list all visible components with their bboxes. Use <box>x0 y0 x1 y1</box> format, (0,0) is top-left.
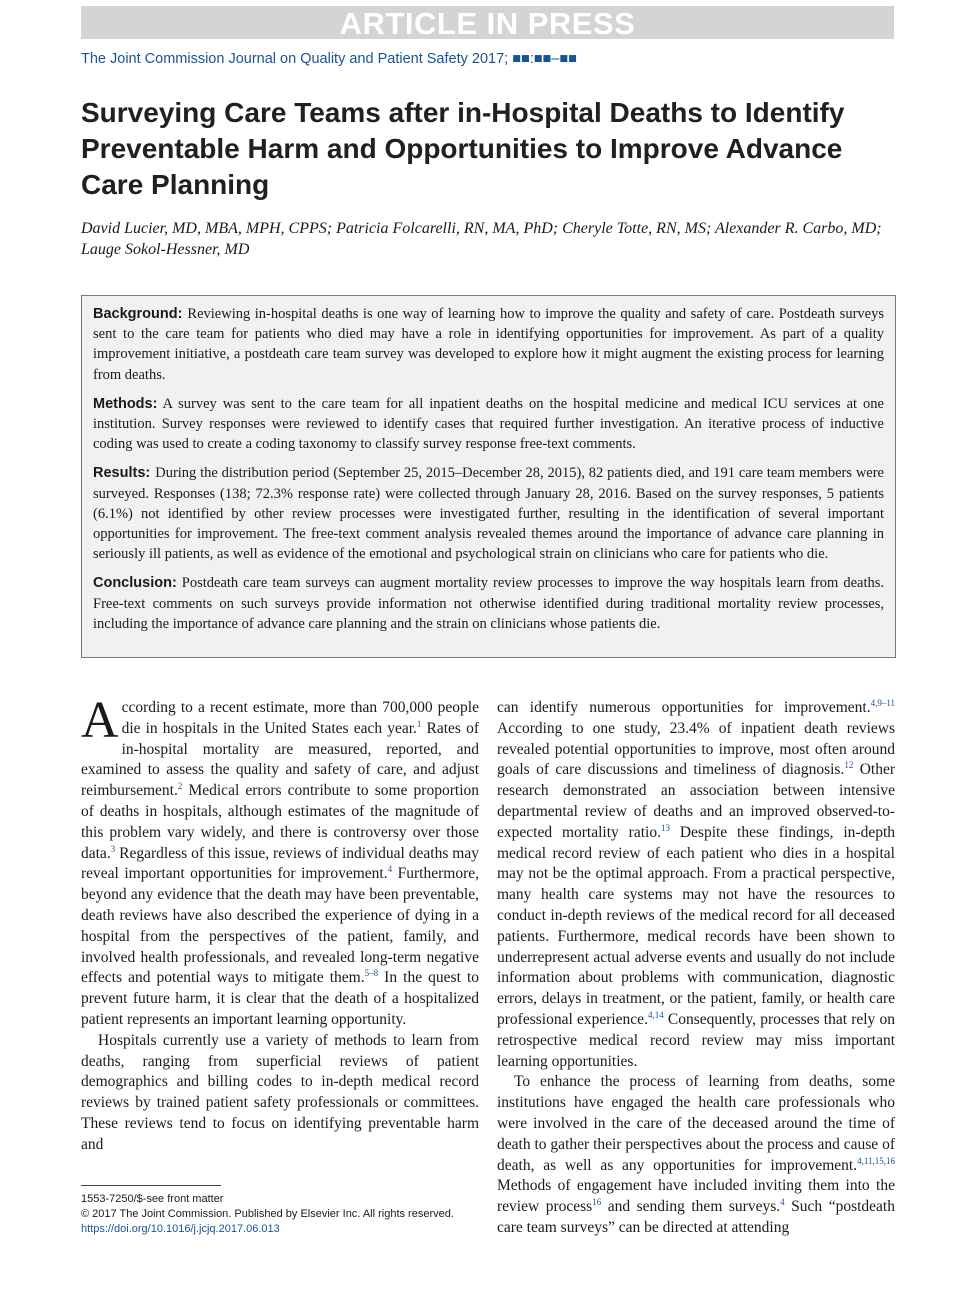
body-text: In the quest to prevent future harm, it is clear that the death of a hospitalized patient represents an important learning opportunity. <box>81 969 479 1028</box>
body-text: Such “postdeath care team surveys” can be directed at attending <box>497 1198 895 1236</box>
body-paragraph <box>81 692 479 1031</box>
citation-link[interactable]: 12 <box>844 760 854 771</box>
body-text: Furthermore, beyond any evidence that the death may have been preventable, death reviews have also described the experience of dying in a hospital from the perspectives of the patient, family, and involved health professionals, and revealed long-term negative effects and potential ways to mitigate them. <box>81 865 479 987</box>
citation-link[interactable]: 1 <box>416 718 422 729</box>
body-text: According to one study, 23.4% of inpatient death reviews revealed potential opportunities to improve, most often around goals of care discussions and timeliness of diagnosis. <box>497 719 895 779</box>
citation-link[interactable]: 5–8 <box>364 968 379 979</box>
citation-link[interactable]: 4 <box>387 864 393 875</box>
body-text: Regardless of this issue, reviews of individual deaths may reveal important opportunities for improvement. <box>81 844 479 883</box>
journal-citation-link[interactable]: The Joint Commission Journal on Quality and Patient Safety 2017; ■■:■■–■■ <box>81 51 577 67</box>
citation-link[interactable]: 4,9–11 <box>870 697 895 708</box>
body-text: Consequently, processes that rely on retrospective medical record review may miss important learning opportunities. <box>497 1010 895 1070</box>
abstract-background-heading: Background: <box>93 306 183 322</box>
citation-link[interactable]: 4 <box>780 1196 785 1207</box>
body-text: Methods of engagement have included inviting them into the review process <box>497 1177 895 1216</box>
abstract-methods <box>93 394 884 455</box>
body-text: Medical errors contribute to some proportion of deaths in hospitals, although estimates of the magnitude of this problem vary widely, and there is controversy over those data. <box>81 782 479 862</box>
footer-divider <box>81 1185 221 1186</box>
abstract-background <box>93 304 884 385</box>
abstract-results-heading: Results: <box>93 465 151 482</box>
issn-line: 1553-7250/$-see front matter <box>81 1193 224 1205</box>
body-text: Other research demonstrated an association between intensive departmental review of deaths and an improved observed-to-expected mortality ratio. <box>497 761 895 841</box>
body-text: and sending them surveys. <box>601 1198 781 1216</box>
copyright-line: © 2017 The Joint Commission. Published by Elsevier Inc. All rights reserved. <box>81 1208 454 1220</box>
citation-link[interactable]: 3 <box>110 843 116 854</box>
abstract-conclusion <box>93 573 884 634</box>
article-in-press-banner <box>81 6 894 39</box>
footer <box>81 1192 501 1237</box>
citation-link[interactable]: 16 <box>592 1196 602 1207</box>
body-paragraph <box>497 698 895 1072</box>
body-paragraph <box>497 1072 895 1238</box>
body-text: Despite these findings, in-depth medical record review of each patient who dies in a hospital may not be the optimal approach. From a practical perspective, many health care systems may not have the resources to conduct in-depth reviews of the medical record for all deceased patients. Furthermore, medical records have been shown to underrepresent actual adverse events and usually do not include information about problems with communication, diagnostic errors, delays in treatment, or the patient, family, or health care professional experience. <box>497 823 896 1028</box>
citation-link[interactable]: 13 <box>660 822 670 833</box>
author-list: David Lucier, MD, MBA, MPH, CPPS; Patricia Folcarelli, RN, MA, PhD; Cheryle Totte, RN, MS; Alexander R. Carbo, MD; Lauge Sokol-Hessner, MD <box>81 220 882 258</box>
banner-text: ARTICLE IN PRESS <box>339 6 636 41</box>
citation-link[interactable]: 2 <box>177 781 183 792</box>
doi-link[interactable]: https://doi.org/10.1016/j.jcjq.2017.06.013 <box>81 1223 280 1235</box>
article-title: Surveying Care Teams after in-Hospital Deaths to Identify Preventable Harm and Opportunities to Improve Advance Care Planning <box>81 97 845 200</box>
body-text: Rates of in-hospital mortality are measured, reported, and examined to assess the quality and safety of care, and adjust reimbursement. <box>81 719 479 800</box>
body-column-right <box>497 698 895 1239</box>
abstract-results <box>93 463 884 564</box>
abstract-conclusion-text: Postdeath care team surveys can augment mortality review processes to improve the way hospitals learn from deaths. Free-text comments on such surveys provide information not otherwise identified during traditional mortality review processes, including the importance of advance care planning and the strain on clinicians whose patients die. <box>93 575 884 632</box>
abstract-methods-heading: Methods: <box>93 395 158 412</box>
abstract-results-text: During the distribution period (September 25, 2015–December 28, 2015), 82 patients died, and 191 care team members were surveyed. Responses (138; 72.3% response rate) were collected through January 28, 2016. Based on the survey responses, 5 patients (6.1%) not identified by other review processes were investigated further, resulting in the identification of several important opportunities for improvement. The free-text comment analysis revealed themes around the importance of advance care planning in seriously ill patients, as well as evidence of the emotional and psychological strain on clinicians who care for patients who die. <box>93 465 884 563</box>
body-column-left <box>81 692 479 1156</box>
abstract-conclusion-heading: Conclusion: <box>93 575 177 592</box>
body-text: To enhance the process of learning from deaths, some institutions have engaged the health care professionals who were involved in the care of the deceased around the time of death to gather their perspectives about the process and cause of death, as well as any opportunities for improvement. <box>497 1073 895 1174</box>
abstract-background-text: Reviewing in-hospital deaths is one way of learning how to improve the quality and safety of care. Postdeath surveys sent to the care team for patients who died may have a role in identifying opportunities for improvement. As part of a quality improvement initiative, a postdeath care team survey was developed to explore how it might augment the existing process for learning from deaths. <box>93 306 884 383</box>
body-paragraph: Hospitals currently use a variety of methods to learn from deaths, ranging from superficial reviews of patient demographics and billing codes to in-depth medical record reviews by trained patient safety professionals or committees. These reviews tend to focus on identifying preventable harm and <box>81 1031 479 1153</box>
body-text: can identify numerous opportunities for improvement. <box>497 699 871 716</box>
abstract-methods-text: A survey was sent to the care team for all inpatient deaths on the hospital medicine and medical ICU services at one institution. Survey responses were reviewed to identify cases that required further investigation. An iterative process of inductive coding was used to create a coding taxonomy to classify survey response free-text comments. <box>93 395 884 453</box>
abstract-box <box>81 295 896 658</box>
citation-link[interactable]: 4,11,15,16 <box>857 1155 895 1166</box>
body-text: ccording to a recent estimate, more than 700,000 people die in hospitals in the United States each year. <box>121 699 479 737</box>
citation-link[interactable]: 4,14 <box>647 1009 664 1020</box>
drop-cap: A <box>81 692 119 749</box>
